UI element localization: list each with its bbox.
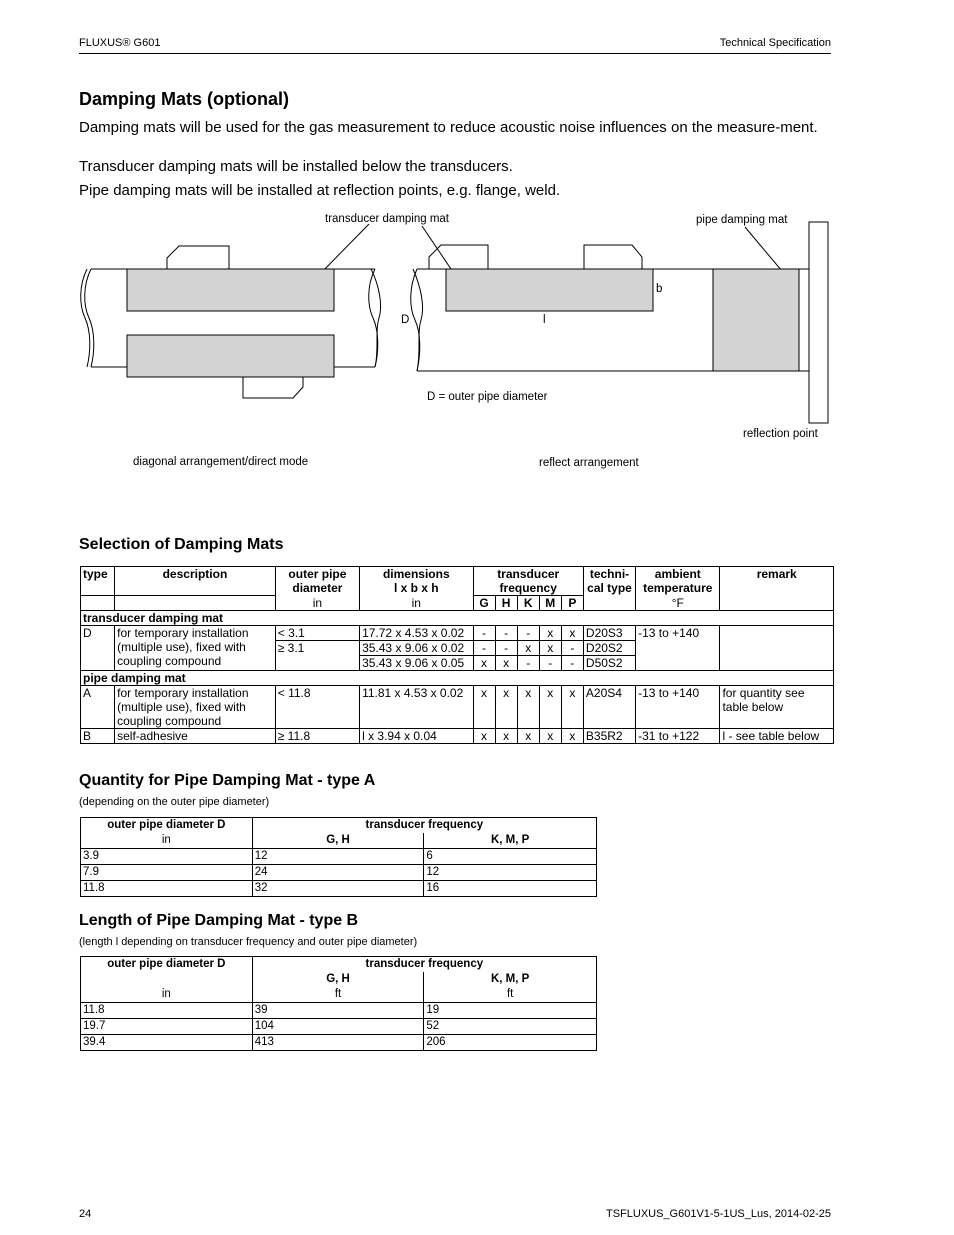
table-cell: 104: [252, 1019, 424, 1035]
header-right: Technical Specification: [719, 37, 831, 49]
unit-outer-diameter: in: [275, 596, 359, 611]
freq-cell: -: [517, 626, 539, 641]
col-gh: G, H: [252, 833, 424, 849]
header-rule: [79, 53, 831, 54]
table-row: [81, 1035, 597, 1051]
document-id: TSFLUXUS_G601V1-5-1US_Lus, 2014-02-25: [605, 1208, 831, 1220]
diameter-cell: < 3.1: [275, 626, 359, 641]
temperature-cell: -13 to +140: [636, 686, 720, 729]
col-transducer-frequency: transducer frequency: [252, 957, 596, 973]
diagonal-arrangement-caption: diagonal arrangement/direct mode: [133, 456, 309, 468]
freq-cell: x: [561, 686, 583, 729]
freq-cell: -: [517, 656, 539, 671]
freq-cell: -: [561, 656, 583, 671]
quantity-subtitle: (depending on the outer pipe diameter): [79, 796, 270, 808]
transducer-mat-label: transducer damping mat: [325, 213, 450, 225]
freq-cell: -: [539, 656, 561, 671]
col-description: description: [115, 567, 276, 596]
dims-cell: 17.72 x 4.53 x 0.02: [360, 626, 473, 641]
table-cell: 24: [252, 865, 424, 881]
table-unit-row: [81, 596, 834, 611]
table-row: [81, 729, 834, 744]
table-cell: 32: [252, 881, 424, 897]
table-cell: 12: [252, 849, 424, 865]
remark-cell: l - see table below: [720, 729, 834, 744]
table-cell: 206: [424, 1035, 597, 1051]
freq-cell: x: [517, 686, 539, 729]
transducer-mat-paragraph: Transducer damping mats will be installed below the transducers.: [79, 158, 513, 175]
col-dimensions-sub: l x b x h: [393, 581, 439, 595]
outer-diameter-definition: D = outer pipe diameter: [427, 391, 548, 403]
col-outer-diameter: outer pipe diameter D: [81, 957, 253, 973]
page-number: 24: [79, 1208, 92, 1220]
table-cell: 19: [424, 1003, 597, 1019]
table-cell: 39: [252, 1003, 424, 1019]
freq-cell: x: [561, 626, 583, 641]
col-type: type: [81, 567, 115, 596]
freq-cell: x: [517, 729, 539, 744]
tech-cell: D50S2: [583, 656, 635, 671]
freq-cell: x: [561, 729, 583, 744]
col-outer-diameter: outer pipe diameter: [275, 567, 359, 596]
temperature-cell: -31 to +122: [636, 729, 720, 744]
freq-col-m: M: [539, 596, 561, 611]
table-cell: 3.9: [81, 849, 253, 865]
table-row: [81, 626, 834, 641]
table-cell: 11.8: [81, 1003, 253, 1019]
freq-cell: x: [539, 641, 561, 656]
table-subheader-row: [81, 833, 597, 849]
col-outer-diameter: outer pipe diameter D: [81, 818, 253, 834]
tech-cell: D20S2: [583, 641, 635, 656]
col-transducer-frequency: transducer frequency: [473, 567, 583, 596]
reflect-arrangement-caption: reflect arrangement: [539, 457, 639, 469]
col-remark: remark: [720, 567, 834, 596]
col-dimensions-label: dimensions: [382, 567, 450, 581]
diameter-cell: [275, 656, 359, 671]
description-cell: for temporary installation (multiple use), fixed with coupling compound: [115, 686, 276, 729]
table-header-row: [81, 957, 597, 973]
remark-cell: [720, 626, 834, 671]
table-row: [81, 686, 834, 729]
col-gh: G, H: [252, 972, 424, 987]
tech-cell: B35R2: [583, 729, 635, 744]
freq-cell: -: [473, 641, 495, 656]
freq-cell: x: [473, 686, 495, 729]
remark-cell: for quantity see table below: [720, 686, 834, 729]
col-kmp: K, M, P: [424, 972, 597, 987]
quantity-table: [80, 817, 597, 897]
freq-cell: x: [539, 626, 561, 641]
type-cell: D: [81, 626, 115, 671]
unit-gh: ft: [252, 987, 424, 1003]
dimension-l-label: l: [543, 314, 546, 326]
header-left: FLUXUS® G601: [79, 37, 161, 49]
unit-outer-diameter: in: [81, 833, 253, 849]
section-title-damping-mats: Damping Mats (optional): [79, 89, 289, 109]
table-cell: 413: [252, 1035, 424, 1051]
freq-cell: x: [539, 729, 561, 744]
freq-cell: x: [495, 729, 517, 744]
length-subtitle: (length l depending on transducer frequency and outer pipe diameter): [79, 936, 418, 948]
dimension-b-label: b: [656, 283, 663, 295]
freq-cell: -: [495, 626, 517, 641]
selection-table: [80, 566, 834, 744]
intro-paragraph: Damping mats will be used for the gas measurement to reduce acoustic noise influences on the measure-ment.: [79, 119, 818, 136]
table-header-row: [81, 567, 834, 596]
table-cell: 19.7: [81, 1019, 253, 1035]
table-header-row: [81, 818, 597, 834]
diameter-cell: ≥ 11.8: [275, 729, 359, 744]
group-label-transducer: transducer damping mat: [81, 611, 834, 626]
table-cell: 6: [424, 849, 597, 865]
freq-cell: x: [473, 729, 495, 744]
table-row: [81, 865, 597, 881]
damping-mat-diagram: [79, 205, 839, 475]
freq-cell: x: [495, 686, 517, 729]
unit-outer-diameter: in: [81, 987, 253, 1003]
col-dimensions: [360, 567, 473, 596]
tech-cell: A20S4: [583, 686, 635, 729]
col-technical-type: techni-cal type: [583, 567, 635, 596]
pipe-mat-paragraph: Pipe damping mats will be installed at reflection points, e.g. flange, weld.: [79, 182, 561, 199]
col-ambient-temperature: ambient temperature: [636, 567, 720, 596]
freq-cell: x: [473, 656, 495, 671]
reflection-point-label: reflection point: [743, 428, 818, 440]
freq-cell: x: [517, 641, 539, 656]
pipe-mat-label: pipe damping mat: [696, 214, 788, 226]
tech-cell: D20S3: [583, 626, 635, 641]
table-row: [81, 849, 597, 865]
unit-temperature: °F: [636, 596, 720, 611]
diameter-cell: < 11.8: [275, 686, 359, 729]
type-cell: A: [81, 686, 115, 729]
freq-cell: -: [473, 626, 495, 641]
table-unit-row: [81, 987, 597, 1003]
freq-col-h: H: [495, 596, 517, 611]
table-cell: 12: [424, 865, 597, 881]
freq-col-g: G: [473, 596, 495, 611]
freq-cell: -: [561, 641, 583, 656]
dims-cell: l x 3.94 x 0.04: [360, 729, 473, 744]
table-cell: 7.9: [81, 865, 253, 881]
freq-cell: x: [495, 656, 517, 671]
table-row: [81, 1003, 597, 1019]
group-row-transducer: [81, 611, 834, 626]
table-cell: 11.8: [81, 881, 253, 897]
section-title-selection: Selection of Damping Mats: [79, 536, 284, 553]
type-cell: B: [81, 729, 115, 744]
freq-cell: -: [495, 641, 517, 656]
table-subheader-row: [81, 972, 597, 987]
group-label-pipe: pipe damping mat: [81, 671, 834, 686]
temperature-cell: -13 to +140: [636, 626, 720, 671]
description-cell: for temporary installation (multiple use), fixed with coupling compound: [115, 626, 276, 671]
freq-cell: x: [539, 686, 561, 729]
section-title-quantity: Quantity for Pipe Damping Mat - type A: [79, 772, 376, 789]
freq-col-p: P: [561, 596, 583, 611]
unit-kmp: ft: [424, 987, 597, 1003]
unit-dimensions: in: [360, 596, 473, 611]
col-transducer-frequency: transducer frequency: [252, 818, 596, 834]
table-cell: 16: [424, 881, 597, 897]
table-row: [81, 1019, 597, 1035]
dimension-d-label: D: [401, 314, 410, 326]
section-title-length: Length of Pipe Damping Mat - type B: [79, 912, 359, 929]
length-table: [80, 956, 597, 1051]
description-cell: self-adhesive: [115, 729, 276, 744]
freq-col-k: K: [517, 596, 539, 611]
table-row: [81, 881, 597, 897]
col-kmp: K, M, P: [424, 833, 597, 849]
diameter-cell: ≥ 3.1: [275, 641, 359, 656]
table-cell: 39.4: [81, 1035, 253, 1051]
group-row-pipe: [81, 671, 834, 686]
table-cell: 52: [424, 1019, 597, 1035]
dims-cell: 35.43 x 9.06 x 0.05: [360, 656, 473, 671]
dims-cell: 35.43 x 9.06 x 0.02: [360, 641, 473, 656]
dims-cell: 11.81 x 4.53 x 0.02: [360, 686, 473, 729]
